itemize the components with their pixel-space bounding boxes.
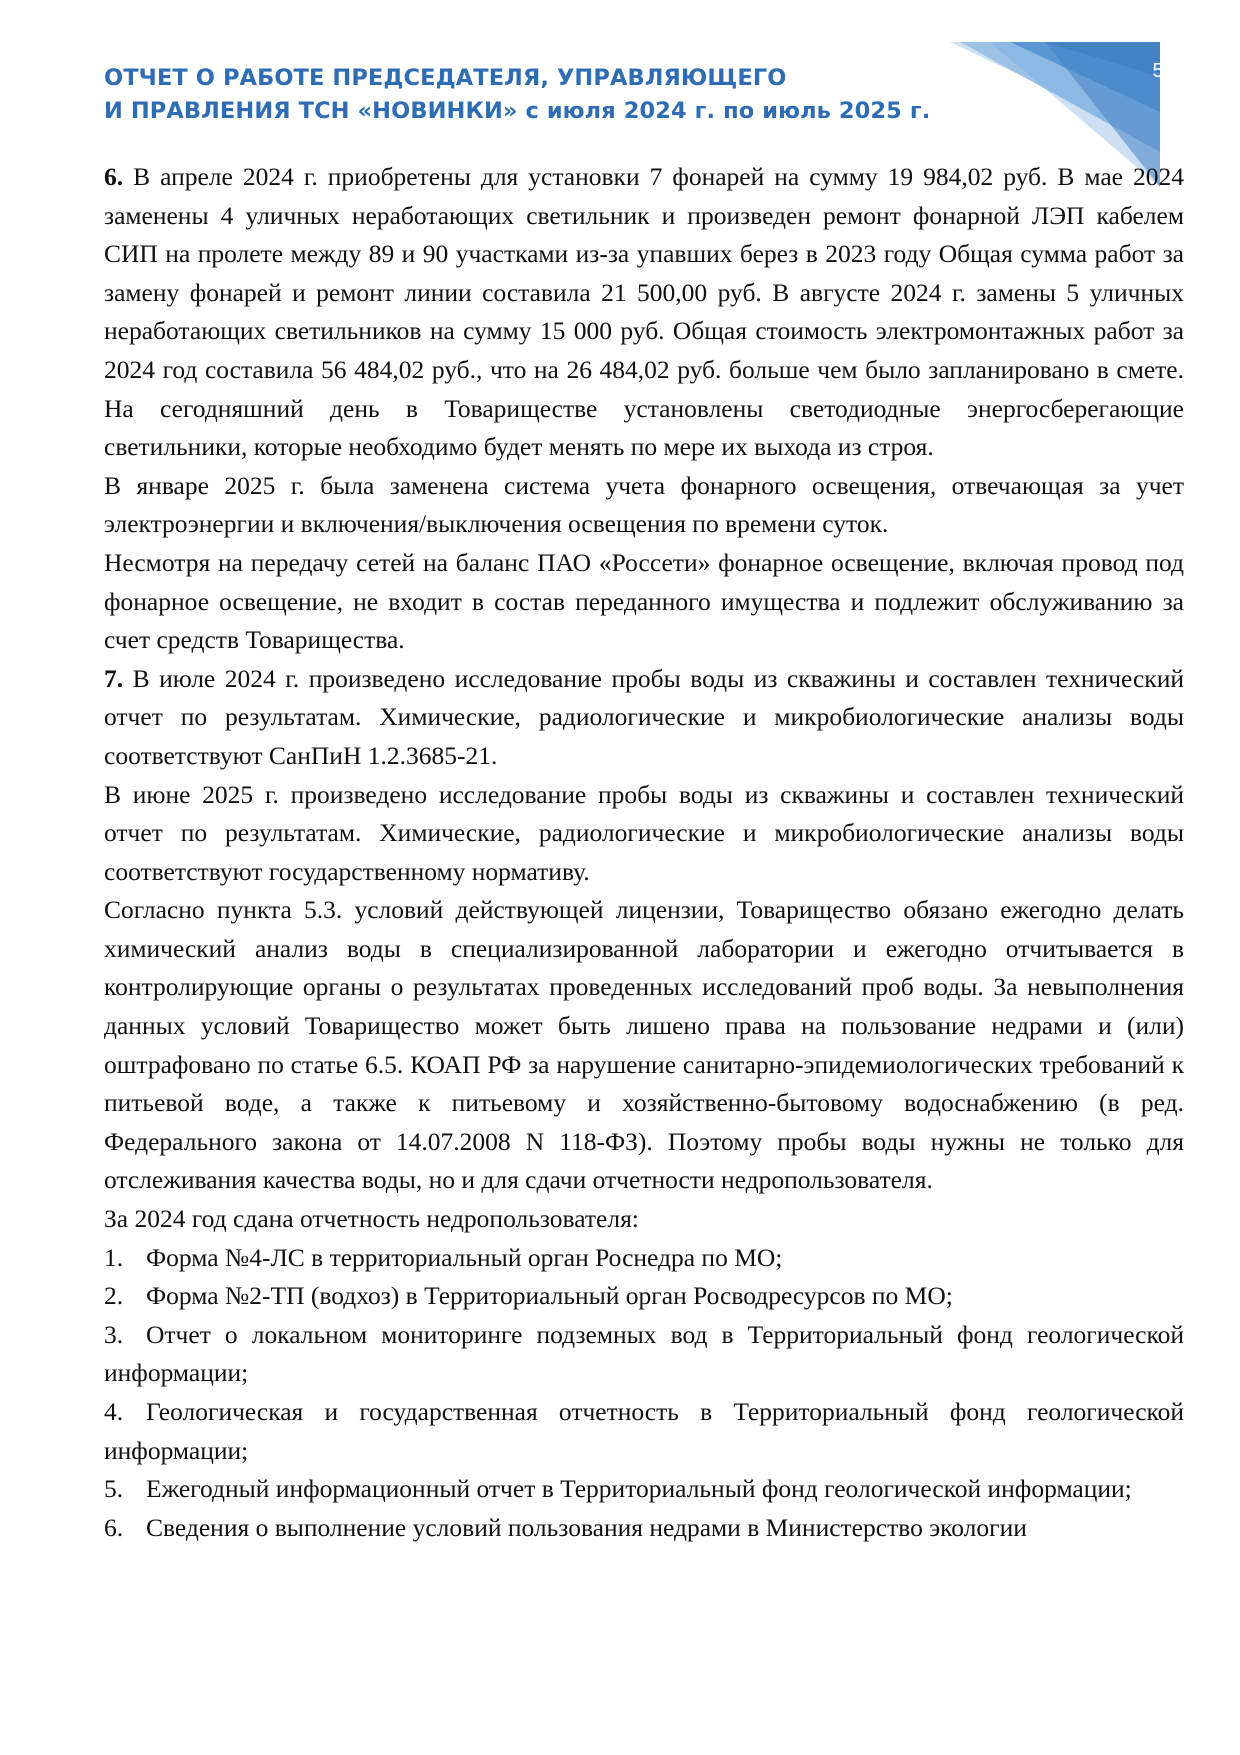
list-item-number: 1. <box>104 1242 124 1272</box>
list-item-number: 2. <box>104 1281 124 1311</box>
list-item-text: Отчет о локальном мониторинге подземных вод в Территориальный фонд геологической информации; <box>104 1319 1184 1388</box>
report-header <box>104 62 930 128</box>
section-7-paragraph-2: В июне 2025 г. произведено исследование пробы воды из скважины и составлен технический отчет по результатам. Химические, радиологические и микробиологические анализы воды соответствуют государственному нормативу. <box>104 779 1184 886</box>
section-7-paragraph-3: Согласно пункта 5.3. условий действующей лицензии, Товарищество обязано ежегодно делать химический анализ воды в специализированной лаборатории и ежегодно отчитывается в контролирующие органы о результатах проведенных исследований проб воды. За невыполнения данных условий Товарищество может быть лишено права на пользование недрами и (или) оштрафовано по статье 6.5. КОАП РФ за нарушение санитарно-эпидемиологических требований к питьевой воде, а также к питьевому и хозяйственно-бытовому водоснабжению (в ред. Федерального закона от 14.07.2008 N 118-ФЗ). Поэтому пробы воды нужны не только для отслеживания качества воды, но и для сдачи отчетности недропользователя. <box>104 895 1184 1195</box>
list-item <box>104 1470 1184 1509</box>
section-6-paragraph-3: Несмотря на передачу сетей на баланс ПАО «Россети» фонарное освещение, включая провод под фонарное освещение, не входит в состав переданного имущества и подлежит обслуживанию за счет средств Товарищества. <box>104 547 1184 655</box>
section-7-number: 7. <box>104 663 124 693</box>
report-body <box>104 158 1184 1547</box>
list-item-text: Ежегодный информационный отчет в Территориальный фонд геологической информации; <box>146 1474 1132 1504</box>
section-6-paragraph-2: В январе 2025 г. была заменена система учета фонарного освещения, отвечающая за учет электроэнергии и включения/выключения освещения по времени суток. <box>104 470 1184 539</box>
list-item-text: Форма №2-ТП (водхоз) в Территориальный орган Росводресурсов по МО; <box>146 1281 953 1311</box>
list-item-number: 5. <box>104 1474 124 1504</box>
section-7-paragraph-4: За 2024 год сдана отчетность недропользователя: <box>104 1204 639 1234</box>
list-item <box>104 1277 1184 1316</box>
header-line-2: И ПРАВЛЕНИЯ ТСН «НОВИНКИ» с июля 2024 г. по июль 2025 г. <box>104 98 931 124</box>
list-item-number: 6. <box>104 1512 124 1542</box>
list-item-number: 4. <box>104 1397 124 1426</box>
section-6-paragraph-1 <box>104 158 1184 467</box>
list-item-text: Форма №4-ЛС в территориальный орган Роснедра по МО; <box>146 1242 783 1272</box>
list-item <box>104 1239 1184 1278</box>
section-7-paragraph-1 <box>104 660 1184 776</box>
list-item-text: Геологическая и государственная отчетность в Территориальный фонд геологической информации; <box>104 1397 1184 1465</box>
list-item <box>104 1316 1184 1393</box>
section-6-number: 6. <box>104 162 124 191</box>
section-6-text-1: В апреле 2024 г. приобретены для установки 7 фонарей на сумму 19 984,02 руб. В мае 2024 заменены 4 уличных неработающих светильник и произведен ремонт фонарной ЛЭП кабелем СИП на пролете между 89 и 90 участками из-за упавших берез в 2023 году Общая сумма работ за замену фонарей и ремонт линии составила 21 500,00 руб. В августе 2024 г. замены 5 уличных неработающих светильников на сумму 15 000 руб. Общая стоимость электромонтажных работ за 2024 год составила 56 484,02 руб., что на 26 484,02 руб. больше чем было запланировано в смете. На сегодняшний день в Товариществе установлены светодиодные энергосберегающие светильники, которые необходимо будет менять по мере их выхода из строя. <box>104 162 1184 462</box>
list-item-text: Сведения о выполнение условий пользования недрами в Министерство экологии <box>146 1512 1027 1542</box>
page-number: 5 <box>1152 60 1164 82</box>
list-item <box>104 1509 1184 1548</box>
section-7-text-1: В июле 2024 г. произведено исследование пробы воды из скважины и составлен технический отчет по результатам. Химические, радиологические и микробиологические анализы воды соответствуют СанПиН 1.2.3685-21. <box>104 663 1184 770</box>
list-item <box>104 1393 1184 1470</box>
header-line-1: ОТЧЕТ О РАБОТЕ ПРЕДСЕДАТЕЛЯ, УПРАВЛЯЮЩЕГО <box>104 65 787 91</box>
list-item-number: 3. <box>104 1319 124 1349</box>
